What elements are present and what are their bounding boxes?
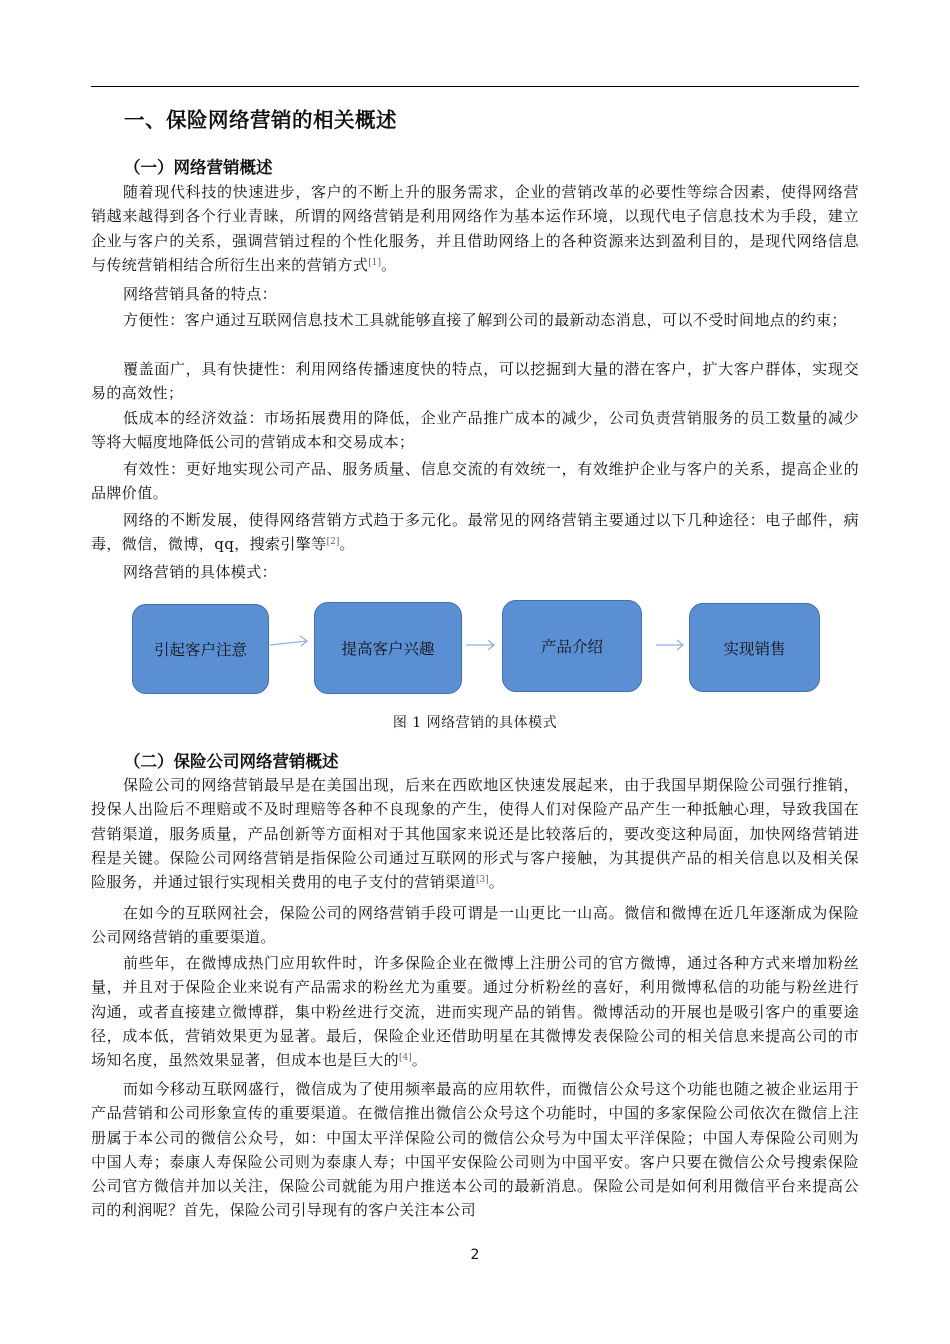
paragraph: 网络营销具备的特点： bbox=[123, 285, 278, 303]
flow-step-4: 实现销售 bbox=[689, 603, 820, 692]
flow-arrow-2 bbox=[466, 640, 494, 650]
citation: [4] bbox=[399, 1053, 412, 1064]
paragraph: 低成本的经济效益：市场拓展费用的降低，企业产品推广成本的减少，公司负责营销服务的员工数量的减少等将大幅度地降低公司的营销成本和交易成本； bbox=[91, 409, 859, 452]
figure-caption: 图 1 网络营销的具体模式 bbox=[392, 715, 558, 731]
paragraph: 保险公司的网络营销最早是在美国出现，后来在西欧地区快速发展起来，由于我国早期保险公司强行推销，投保人出险后不理赔或不及时理赔等各种不良现象的产生，使得人们对保险产品产生一种抵触心理，导致我国在营销渠道，服务质量，产品创新等方面相对于其他国家来说还是比较落后的，要改变这种局面，加快网络营销进程是关键。保险公司网络营销是指保险公司通过互联网的形式与客户接触，为其提供产品的相关信息以及相关保险服务，并通过银行实现相关费用的电子支付的营销渠道[3]。 bbox=[91, 776, 859, 892]
header-rule bbox=[91, 86, 859, 87]
flow-step-3: 产品介绍 bbox=[502, 600, 642, 692]
paragraph: 前些年，在微博成热门应用软件时，许多保险企业在微博上注册公司的官方微博，通过各种方式来增加粉丝量，并且对于保险企业来说有产品需求的粉丝尤为重要。通过分析粉丝的喜好，利用微博私信的功能与粉丝进行沟通，或者直接建立微博群，集中粉丝进行交流，进而实现产品的销售。微博活动的开展也是吸引客户的重要途径，成本低，营销效果更为显著。最后，保险企业还借助明星在其微博发表保险公司的相关信息来提高公司的市场知名度，虽然效果显著，但成本也是巨大的[4]。 bbox=[91, 954, 859, 1070]
page-number: 2 bbox=[470, 1247, 480, 1263]
paragraph: 随着现代科技的快速进步，客户的不断上升的服务需求，企业的营销改革的必要性等综合因素，使得网络营销越来越得到各个行业青睐，所谓的网络营销是利用网络作为基本运作环境，以现代电子信息技术为手段，建立企业与客户的关系，强调营销过程的个性化服务，并且借助网络上的各种资源来达到盈利目的，是现代网络信息与传统营销相结合所衍生出来的营销方式[1]。 bbox=[91, 183, 859, 274]
paragraph: 覆盖面广，具有快捷性：利用网络传播速度快的特点，可以挖掘到大量的潜在客户，扩大客户群体，实现交易的高效性； bbox=[91, 360, 859, 403]
subsection-heading-2: （二）保险公司网络营销概述 bbox=[124, 752, 339, 771]
paragraph: 在如今的互联网社会，保险公司的网络营销手段可谓是一山更比一山高。微信和微博在近几年逐渐成为保险公司网络营销的重要渠道。 bbox=[91, 904, 859, 947]
paragraph: 网络的不断发展，使得网络营销方式趋于多元化。最常见的网络营销主要通过以下几种途径：电子邮件，病毒，微信，微博，qq，搜索引擎等[2]。 bbox=[91, 511, 859, 554]
paragraph: 网络营销的具体模式： bbox=[123, 563, 278, 581]
flow-arrow-3 bbox=[656, 640, 683, 650]
citation: [3] bbox=[476, 875, 489, 886]
flow-step-2: 提高客户兴趣 bbox=[314, 602, 462, 694]
citation: [2] bbox=[326, 537, 340, 548]
section-heading: 一、保险网络营销的相关概述 bbox=[124, 108, 397, 132]
paragraph: 方便性：客户通过互联网信息技术工具就能够直接了解到公司的最新动态消息，可以不受时间地点的约束； bbox=[123, 311, 847, 329]
flow-step-1: 引起客户注意 bbox=[132, 604, 269, 694]
citation: [1] bbox=[368, 257, 381, 268]
paragraph: 有效性：更好地实现公司产品、服务质量、信息交流的有效统一，有效维护企业与客户的关系，提高企业的品牌价值。 bbox=[91, 460, 859, 503]
subsection-heading-1: （一）网络营销概述 bbox=[124, 158, 273, 177]
paragraph: 而如今移动互联网盛行，微信成为了使用频率最高的应用软件，而微信公众号这个功能也随之被企业运用于产品营销和公司形象宣传的重要渠道。在微信推出微信公众号这个功能时，中国的多家保险公司依次在微信上注册属于本公司的微信公众号，如：中国太平洋保险公司的微信公众号为中国太平洋保险；中国人寿保险公司则为中国人寿；泰康人寿保险公司则为泰康人寿；中国平安保险公司则为中国平安。客户只要在微信公众号搜索保险公司官方微信并加以关注，保险公司就能为用户推送本公司的最新消息。保险公司是如何利用微信平台来提高公司的利润呢？首先，保险公司引导现有的客户关注本公司 bbox=[91, 1080, 859, 1220]
flow-arrow-1 bbox=[270, 636, 307, 646]
